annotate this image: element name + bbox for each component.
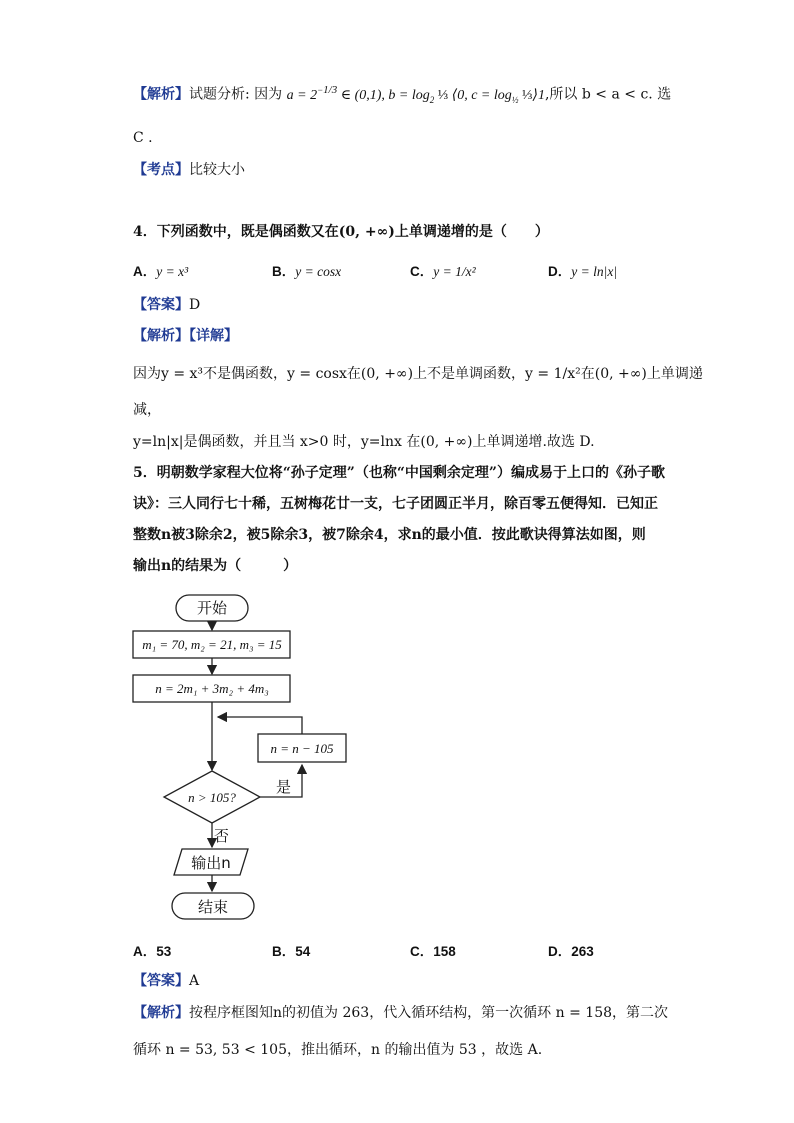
q5-stem-line2: 诀》：三人同行七十稀，五树梅花廿一支，七子团圆正半月，除百零五便得知．已知正 [133,496,658,512]
q5-option-b: B．54 [272,944,311,959]
q4-option-a: A．y = x³ [133,264,189,279]
solution-text: 按程序框图知n的初值为 263，代入循环结构，第一次循环 n = 158，第二次 [189,1005,669,1021]
assign-label: n = 2m₁ + 3m₂ + 4m₃ [155,681,269,696]
q5-option-a: A．53 [133,944,172,959]
analysis-tag: 【解析】 [133,1005,189,1021]
q4-option-d: D．y = ln|x| [548,264,618,279]
analysis-tag: 【解析】 [133,86,189,103]
q4-answer-line [133,295,200,315]
q5-option-d: D．263 [548,944,594,959]
no-label: 否 [214,827,230,845]
q4-stem: 4．下列函数中，既是偶函数又在(0, +∞)上单调递增的是（ ） [133,224,549,240]
analysis-tag: 【解析】 [133,328,189,344]
condition-label: n > 105? [188,790,236,805]
q4-analysis-line3: y=ln|x|是偶函数，并且当 x>0 时，y=lnx 在(0, +∞)上单调递增.故选 D. [133,434,595,450]
kaodian-text: 比较大小 [189,162,245,178]
detail-tag: 【详解】 [189,328,238,344]
q4-analysis-tags [133,326,238,346]
q5-solution-line1 [133,1003,668,1023]
init-label: m₁ = 70, m₂ = 21, m₃ = 15 [142,637,282,652]
answer-value: D [189,297,201,313]
analysis-intro: 试题分析: 因为 [189,86,283,103]
kaodian-tag: 【考点】 [133,162,189,178]
p3-analysis-line [133,80,671,109]
q5-answer-line [133,971,199,991]
flowchart [0,585,794,925]
answer-value: A [189,973,200,989]
answer-tag: 【答案】 [133,297,189,313]
q5-solution-line2: 循环 n = 53, 53 < 105，推出循环，n 的输出值为 53 ，故选 A. [133,1042,543,1058]
q4-analysis-line1: 因为y = x³不是偶函数，y = cosx在(0, +∞)上不是单调函数，y = 1/x²在(0, +∞)上单调递 [133,366,703,382]
q5-stem-line1: 5．明朝数学家程大位将“孙子定理”（也称“中国剩余定理”）编成易于上口的《孙子歌 [133,465,665,481]
loop-label: n = n − 105 [270,741,334,756]
analysis-math: $a = 2^{-1/3}$ ∈ (0,1), $b = \log_2$ ⅓ ⟨0, $c = \log_{\frac{1}{2}}$ ⅓⟩1 [286,84,545,105]
q5-option-c: C．158 [410,944,456,959]
start-label: 开始 [196,599,228,617]
p3-kaodian-line [133,160,245,180]
end-label: 结束 [197,898,229,916]
q4-option-c: C．y = 1/x² [410,264,476,279]
yes-label: 是 [276,778,292,796]
q4-analysis-line2: 减， [133,402,161,418]
q5-stem-line3: 整数n被3除余2，被5除余3，被7除余4，求n的最小值．按此歌诀得算法如图，则 [133,527,646,543]
answer-tag: 【答案】 [133,973,189,989]
q5-stem-line4: 输出n的结果为（ ） [133,558,298,574]
output-label: 输出n [191,854,231,872]
p3-analysis-cont: C . [133,130,153,146]
analysis-end: ,所以 b < a < c. 选 [544,86,672,103]
q4-option-b: B．y = cosx [272,264,342,279]
